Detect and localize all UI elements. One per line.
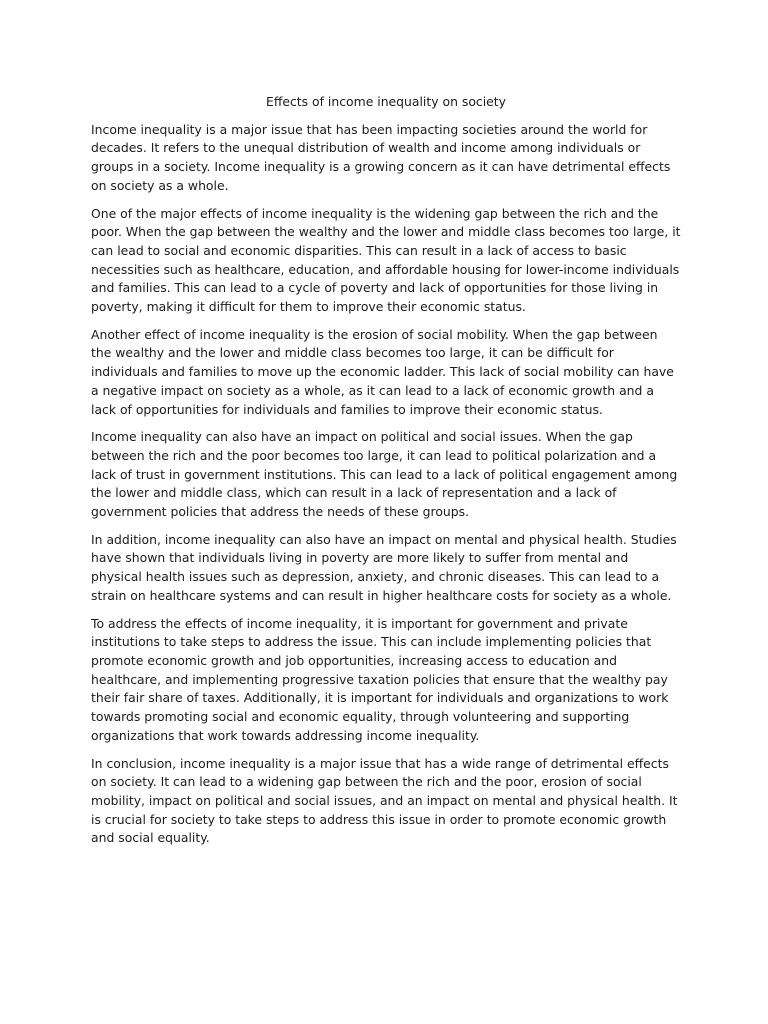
document-body — [91, 93, 681, 857]
paragraph-introduction: Income inequality is a major issue that has been impacting societies around the world for decades. It refers to the unequal distribution of wealth and income among individuals or groups in a society. Income inequality is a growing concern as it can have detrimental effects on society as a whole. — [91, 121, 671, 193]
document-title: Effects of income inequality on society — [266, 94, 506, 109]
paragraph-political-issues: Income inequality can also have an impact on political and social issues. When the gap between the rich and the poor becomes too large, it can lead to political polarization and a lack of trust in government institutions. This can lead to a lack of political engagement among the lower and middle class, which can result in a lack of representation and a lack of government policies that address the needs of these groups. — [91, 429, 678, 520]
paragraph-solutions: To address the effects of income inequality, it is important for government and private institutions to take steps to address the issue. This can include implementing policies that promote economic growth and job opportunities, increasing access to education and healthcare, and implementing progressive taxation policies that ensure that the wealthy pay their fair share of taxes. Additionally, it is important for individuals and organizations to work towards promoting social and economic equality, through volunteering and supporting organizations that work towards addressing income inequality. — [91, 615, 669, 743]
paragraph-conclusion: In conclusion, income inequality is a major issue that has a wide range of detrimental effects on society. It can lead to a widening gap between the rich and the poor, erosion of social mobility, impact on political and social issues, and an impact on mental and physical health. It is crucial for society to take steps to address this issue in order to promote economic growth and social equality. — [91, 755, 678, 846]
paragraph-health: In addition, income inequality can also have an impact on mental and physical health. Studies have shown that individuals living in poverty are more likely to suffer from mental and physical health issues such as depression, anxiety, and chronic diseases. This can lead to a strain on healthcare systems and can result in higher healthcare costs for society as a whole. — [91, 531, 677, 603]
paragraph-wealth-gap: One of the major effects of income inequality is the widening gap between the rich and the poor. When the gap between the wealthy and the lower and middle class becomes too large, it can lead to social and economic disparities. This can result in a lack of access to basic necessities such as healthcare, education, and affordable housing for lower-income individuals and families. This can lead to a cycle of poverty and lack of opportunities for those living in poverty, making it difficult for them to improve their economic status. — [91, 205, 681, 315]
paragraph-social-mobility: Another effect of income inequality is the erosion of social mobility. When the gap between the wealthy and the lower and middle class becomes too large, it can be difficult for individuals and families to move up the economic ladder. This lack of social mobility can have a negative impact on society as a whole, as it can lead to a lack of economic growth and a lack of opportunities for individuals and families to improve their economic status. — [91, 326, 674, 417]
